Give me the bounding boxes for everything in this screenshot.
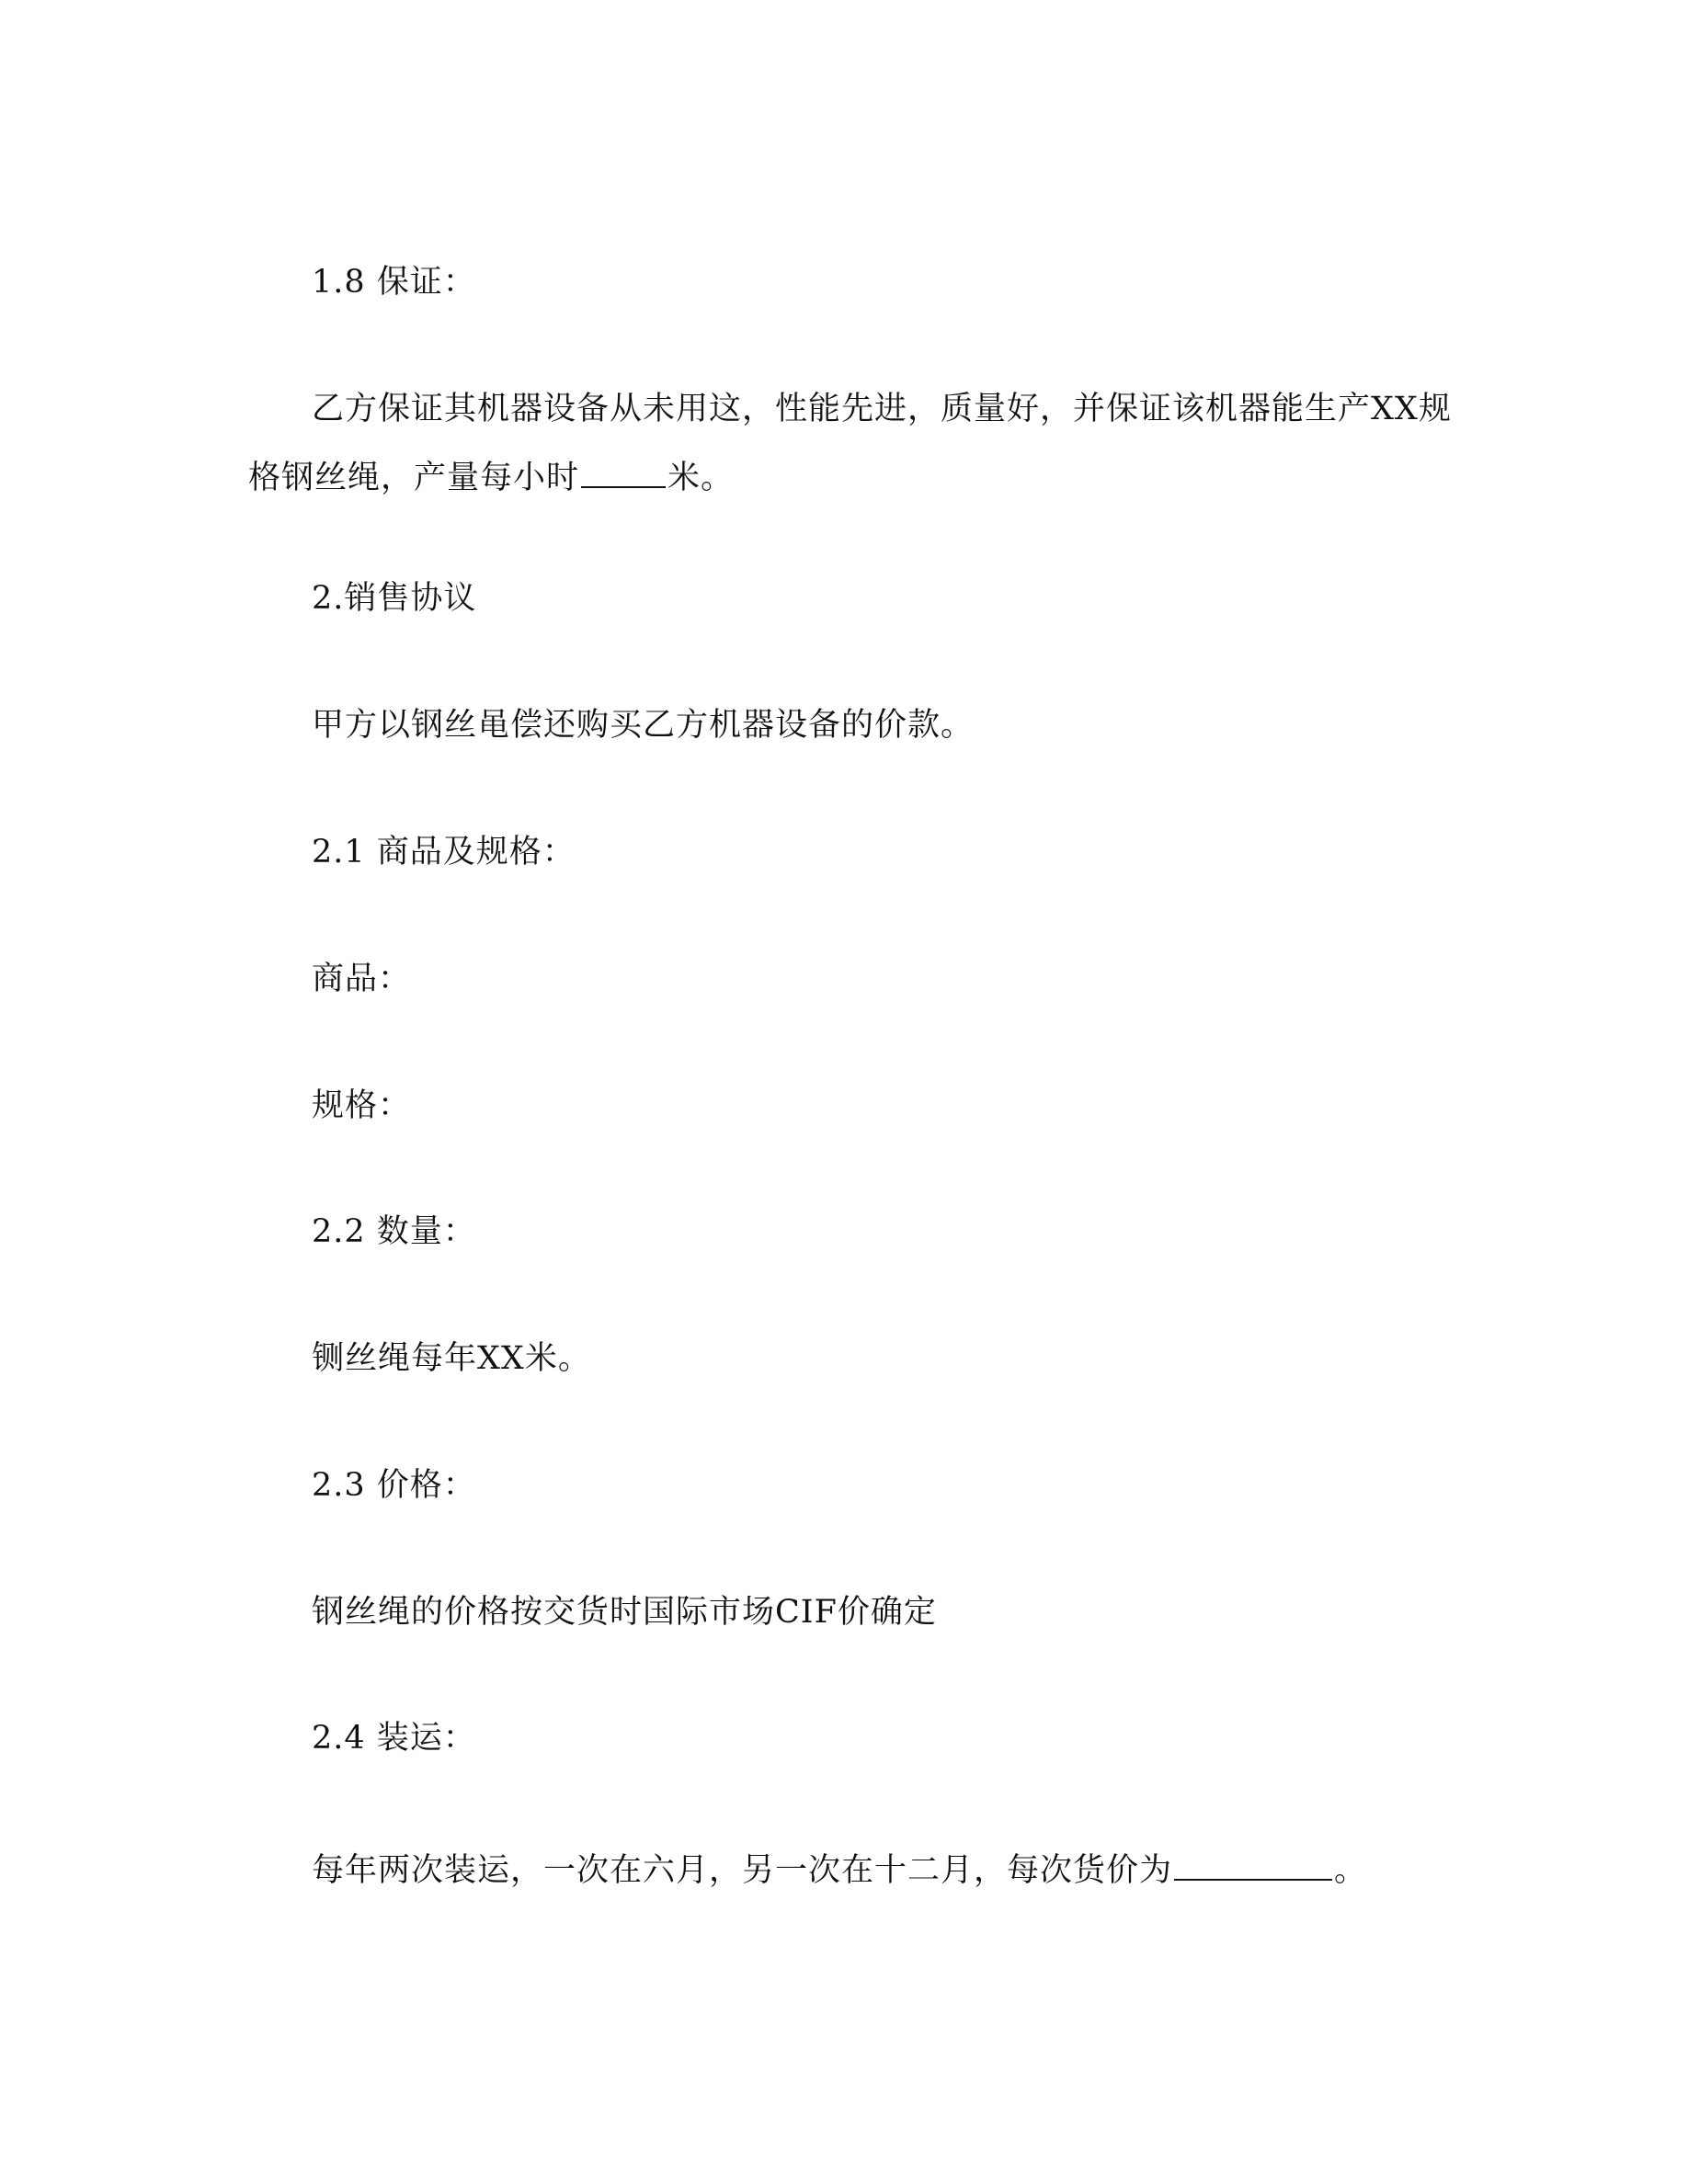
section-2-heading: 2.销售协议 <box>312 580 477 617</box>
shipment-text <box>312 1849 1367 1887</box>
quantity-text: 铡丝绳每年XX米。 <box>312 1340 591 1377</box>
price-text: 钢丝绳的价格按交货时国际市场CIF价确定 <box>312 1594 937 1631</box>
output-per-hour-blank <box>581 457 666 488</box>
shipment-text-prefix: 每年两次装运，一次在六月，另一次在十二月，每次货价为 <box>312 1852 1173 1889</box>
section-2-intro: 甲方以钢丝黾偿还购买乙方机器设备的价款。 <box>312 707 975 744</box>
section-2-3-heading: 2.3 价格： <box>312 1467 476 1504</box>
section-2-2-heading: 2.2 数量： <box>312 1213 476 1250</box>
shipment-value-blank <box>1174 1849 1332 1881</box>
section-1-8-paragraph-line-2-prefix: 格钢丝绳，产量每小时 <box>248 460 580 496</box>
section-2-4-heading: 2.4 装运： <box>312 1720 476 1757</box>
section-1-8-paragraph-line-2 <box>248 457 734 495</box>
section-2-1-heading: 2.1 商品及规格： <box>312 834 576 870</box>
section-1-8-paragraph-line-1: 乙方保证其机器设备从未用这，性能先进，质量好，并保证该机器能生产XX规 <box>312 391 1452 427</box>
section-1-8-paragraph-line-2-suffix: 米。 <box>667 460 735 496</box>
goods-label: 商品： <box>312 961 412 997</box>
spec-label: 规格： <box>312 1087 412 1124</box>
shipment-text-suffix: 。 <box>1334 1852 1368 1889</box>
section-1-8-heading: 1.8 保证： <box>312 264 476 301</box>
